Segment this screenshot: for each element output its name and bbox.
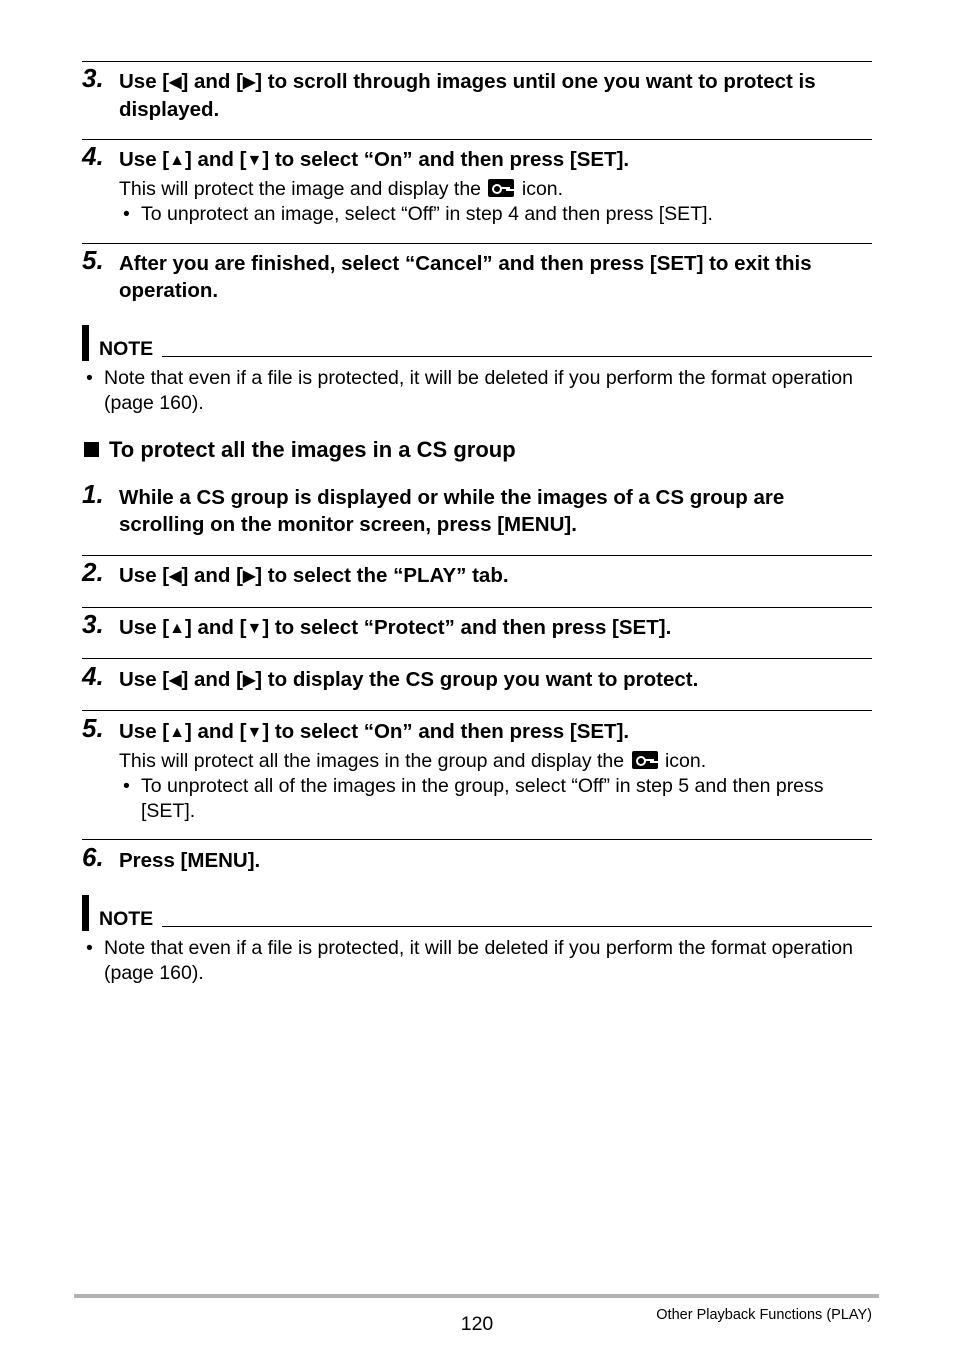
triangle-up-icon: ▲ [169, 620, 185, 637]
note-bar [82, 895, 89, 931]
step-number: 4. [82, 661, 104, 691]
section-heading: To protect all the images in a CS group [84, 437, 516, 463]
triangle-up-icon: ▲ [169, 724, 185, 741]
triangle-left-icon: ◀ [169, 74, 182, 91]
step-heading: Use [▲] and [▼] to select “On” and then press [SET]. [119, 146, 872, 174]
footer-chapter-title: Other Playback Functions (PLAY) [656, 1307, 872, 1323]
step-number: 4. [82, 141, 104, 171]
note-bar [82, 325, 89, 361]
step-heading: While a CS group is displayed or while the images of a CS group are scrolling on the monitor screen, press [MENU]. [119, 486, 785, 536]
divider [82, 607, 872, 608]
step-1-menu [82, 479, 872, 538]
step-heading: Use [◀] and [▶] to display the CS group you want to protect. [119, 666, 872, 694]
triangle-down-icon: ▼ [246, 152, 263, 169]
step-heading: Use [◀] and [▶] to select the “PLAY” tab. [119, 562, 872, 590]
triangle-left-icon: ◀ [169, 672, 182, 689]
divider [82, 839, 872, 840]
note-label: NOTE [99, 338, 154, 360]
step-number: 6. [82, 842, 104, 872]
note-text: • Note that even if a file is protected, it will be deleted if you perform the format operation (page 160). [104, 366, 864, 416]
step-4-select-on [82, 141, 872, 227]
divider [82, 555, 872, 556]
step-5-select-on [82, 713, 872, 824]
bullet-item: • To unprotect an image, select “Off” in step 4 and then press [SET]. [141, 202, 872, 227]
divider [82, 61, 872, 62]
note-label: NOTE [99, 908, 154, 930]
step-number: 2. [82, 557, 104, 587]
triangle-right-icon: ▶ [242, 672, 256, 689]
triangle-right-icon: ▶ [242, 568, 256, 585]
step-body: This will protect the image and display the icon. [119, 178, 564, 200]
triangle-down-icon: ▼ [246, 724, 263, 741]
step-4-display-group [82, 661, 872, 694]
note-text: • Note that even if a file is protected, it will be deleted if you perform the format operation (page 160). [104, 936, 864, 986]
step-heading: Use [▲] and [▼] to select “On” and then press [SET]. [119, 718, 872, 746]
protect-key-icon [488, 179, 514, 197]
divider [82, 658, 872, 659]
step-heading: Use [◀] and [▶] to scroll through images until one you want to protect is displayed. [119, 70, 816, 121]
step-number: 3. [82, 63, 104, 93]
triangle-up-icon: ▲ [169, 152, 185, 169]
note-line [162, 356, 872, 357]
step-heading: Use [▲] and [▼] to select “Protect” and then press [SET]. [119, 614, 872, 642]
footer-divider [74, 1294, 879, 1298]
note-line [162, 926, 872, 927]
step-heading: Press [MENU]. [119, 849, 261, 872]
divider [82, 139, 872, 140]
square-bullet-icon [84, 442, 99, 457]
step-heading: After you are finished, select “Cancel” and then press [SET] to exit this operation. [119, 252, 812, 302]
step-number: 3. [82, 609, 104, 639]
triangle-right-icon: ▶ [242, 74, 256, 91]
bullet-item: • To unprotect all of the images in the group, select “Off” in step 5 and then press [SET]. [141, 774, 872, 824]
divider [82, 710, 872, 711]
step-6-press-menu [82, 842, 872, 874]
step-2-play-tab [82, 557, 872, 590]
step-3-scroll [82, 63, 872, 123]
triangle-left-icon: ◀ [169, 568, 182, 585]
triangle-down-icon: ▼ [246, 620, 263, 637]
step-number: 1. [82, 479, 104, 509]
step-number: 5. [82, 245, 104, 275]
step-3-protect [82, 609, 872, 642]
protect-key-icon [632, 751, 658, 769]
page-number: 120 [460, 1313, 494, 1335]
step-body: This will protect all the images in the group and display the icon. [119, 750, 707, 772]
step-5-cancel [82, 245, 872, 304]
divider [82, 243, 872, 244]
step-number: 5. [82, 713, 104, 743]
